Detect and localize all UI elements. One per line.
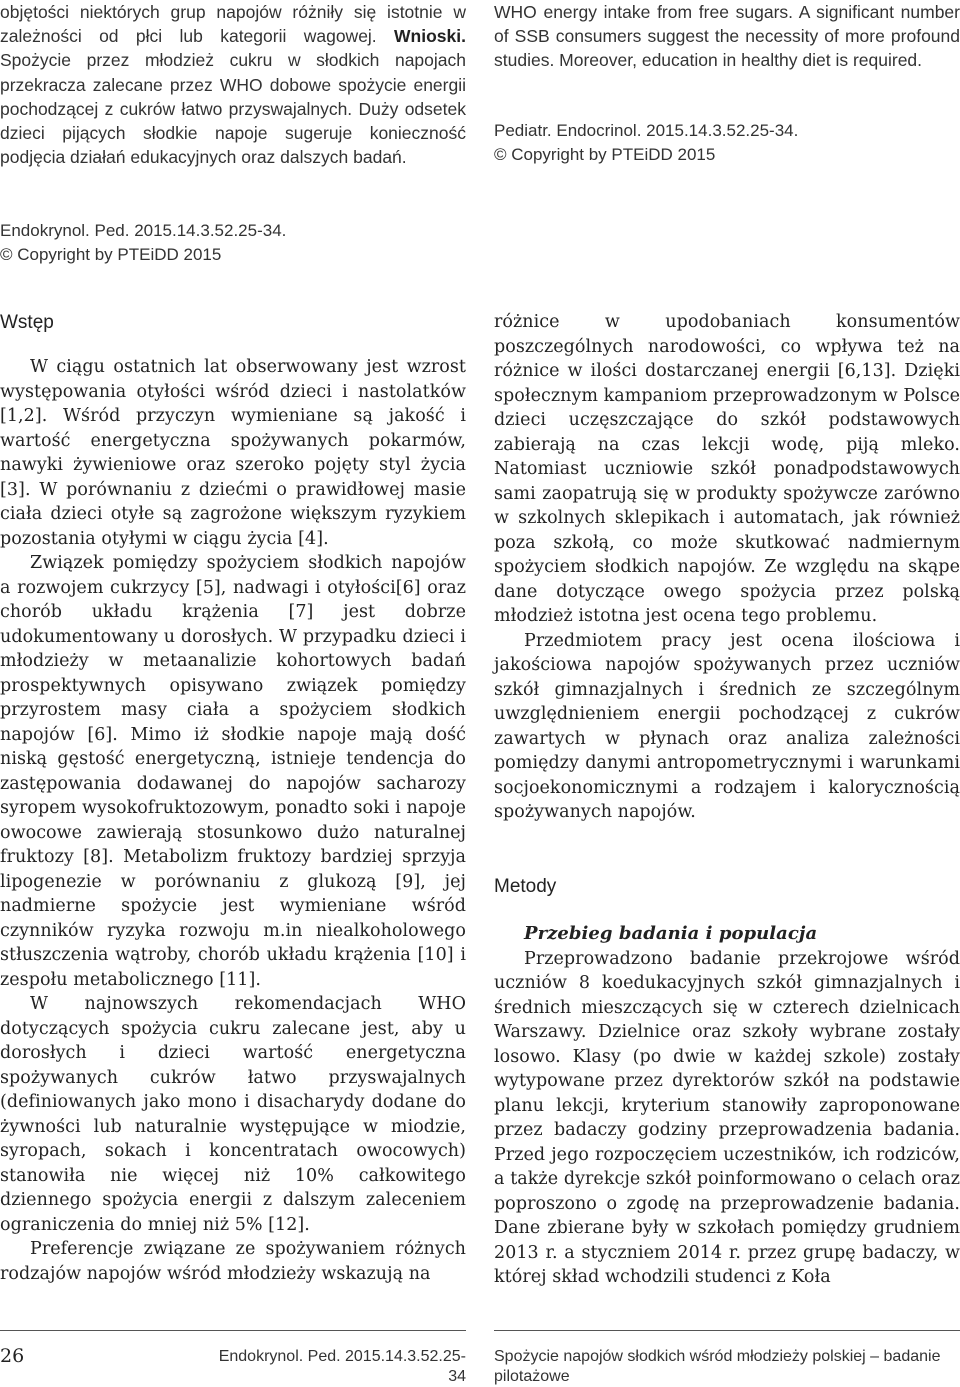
abstract-text-a: objętości niektórych grup napojów różniły się istotnie w zależności od płci lub kategorii wagowej.: [0, 2, 466, 47]
copyright-text: © Copyright by PTEiDD 2015: [0, 245, 222, 264]
paragraph: Związek pomiędzy spożyciem słodkich napojów a rozwojem cukrzycy [5], nadwagi i otyłości[6] oraz chorób układu krążenia [7] jest dobrze udokumentowany u dorosłych. W przypadku dzieci i młodzieży w metaanalizie kohortowych badań prospektywnych opisywano związek pomiędzy przyrostem masy ciała a spożyciem słodkich napojów [6]. Mimo iż słodkie napoje mają dość niską gęstość energetyczną, istnieje tendencja do zastępowania dodawanej do napojów sacharozy syropem wysokofruktozowym, ponadto soki i napoje owocowe zawierają stosunkowo dużo naturalnej fruktozy [8]. Metabolizm fruktozy bardziej sprzyja lipogenezie w porównaniu z glukozą [9], jej nadmierne spożycie jest wymieniane wśród czynników ryzyka rozwoju m.in niealkoholowego stłuszczenia wątroby, chorób układu krążenia [10] i zespołu metabolicznego [11].: [0, 553, 466, 990]
abstract-english: [494, 0, 960, 73]
abstract-polish-citation: [0, 219, 466, 267]
abstract-english-citation: [494, 119, 960, 167]
paragraph: Przeprowadzono badanie przekrojowe wśród uczniów 8 koedukacyjnych szkół gimnazjalnych i średnich mieszczących się w czterech dzielnicach Warszawy. Dzielnice oraz szkoły wybrane zostały losowo. Klasy (po dwie w każdej szkole) zostały wytypowane przez dyrektorów szkół na podstawie planu lekcji, kryterium stanowiły zaproponowane przez badaczy godziny przeprowadzenia badania. Przed jego rozpoczęciem uczestników, ich rodziców, a także dyrekcje szkół poinformowano o celach oraz poproszono o zgodę na przeprowadzenie badania. Dane zbierane były w szkołach pomiędzy grudniem 2013 r. a styczniem 2014 r. przez grupę badaczy, w której skład wchodzili studenci z Koła: [494, 948, 960, 1287]
citation-text: Endokrynol. Ped. 2015.14.3.52.25-34.: [0, 221, 287, 240]
page-number: 26: [0, 1345, 25, 1367]
footer-running-title: Spożycie napojów słodkich wśród młodzieży polskiej – badanie pilotażowe: [494, 1348, 941, 1385]
paragraph: różnice w upodobaniach konsumentów poszczególnych narodowości, co wpływa też na różnice w ilości dostarczanej energii [6,13]. Dzięki społecznym kampaniom przeprowadzonym w Polsce dzieci uczęszczające do szkół podstawowych zabierają na czas lekcji wodę, piją mleko. Natomiast uczniowie szkół ponadpodstawowych sami zaopatrują się w produkty spożywcze zarówno w szkolnych sklepikach i automatach, jak również poza szkołą, co może skutkować nadmiernym spożyciem słodkich napojów. Ze względu na skąpe dane dotyczące owego spożycia przez polską młodzież istotna jest ocena tego problemu.: [494, 312, 960, 626]
abstract-english-text: WHO energy intake from free sugars. A significant number of SSB consumers suggest the necessity of more profound studies. Moreover, education in healthy diet is required.: [494, 2, 960, 71]
conclusions-label: Wnioski.: [394, 26, 466, 47]
subsection-heading: Przebieg badania i populacja: [524, 923, 818, 944]
paragraph: W ciągu ostatnich lat obserwowany jest wzrost występowania otyłości wśród dzieci i nastolatków [1,2]. Wśród przyczyn wymieniane są jakość i wartość energetyczna spożywanych pokarmów, nawyki żywieniowe oraz szeroko pojęty styl życia [3]. W porównaniu z dziećmi o prawidłowej masie ciała dzieci otyłe są zagrożone większym ryzykiem pozostania otyłymi w ciągu życia [4].: [0, 357, 466, 549]
section-heading-introduction: Wstęp: [0, 312, 54, 333]
methods-body: [494, 922, 960, 1290]
paragraph: Preferencje związane ze spożywaniem różnych rodzajów napojów wśród młodzieży wskazują na: [0, 1239, 466, 1284]
footer-rule-right: [494, 1330, 960, 1331]
paragraph: W najnowszych rekomendacjach WHO dotyczących spożycia cukru zalecane jest, aby u dorosłych i dzieci wartość energetyczna spożywanych cukrów łatwo przyswajalnych (definiowanych jako mono i disacharydy dodane do żywności lub naturalnie występujące w miodzie, syropach, sokach i koncentratach owocowych) stanowiła nie więcej niż 10% całkowitego dziennego spożycia energii z dalszym zaleceniem ograniczenia do mniej niż 5% [12].: [0, 994, 466, 1235]
paragraph: Przedmiotem pracy jest ocena ilościowa i jakościowa napojów spożywanych przez uczniów szkół gimnazjalnych i średnich ze szczególnym uwzględnieniem energii pochodzącej z cukrów zawartych w płynach oraz analiza zależności pomiędzy danymi antropometrycznymi i warunkami socjoekonomicznymi a rodzajem i kalorycznością spożywanych napojów.: [494, 630, 960, 822]
right-column-body: [494, 310, 960, 825]
abstract-polish: [0, 0, 466, 169]
section-heading-methods: Metody: [494, 876, 557, 897]
left-column-body: [0, 355, 466, 1286]
footer-rule-left: [0, 1330, 466, 1331]
abstract-text-b: Spożycie przez młodzież cukru w słodkich napojach przekracza zalecane przez WHO dobowe spożycie energii pochodzącej z cukrów łatwo przyswajalnych. Duży odsetek dzieci pijących słodkie napoje sugeruje konieczność podjęcia działań edukacyjnych oraz dalszych badań.: [0, 50, 466, 168]
citation-text: Pediatr. Endocrinol. 2015.14.3.52.25-34.: [494, 121, 799, 140]
copyright-text: © Copyright by PTEiDD 2015: [494, 145, 716, 164]
footer-journal: Endokrynol. Ped. 2015.14.3.52.25-34: [218, 1348, 466, 1385]
